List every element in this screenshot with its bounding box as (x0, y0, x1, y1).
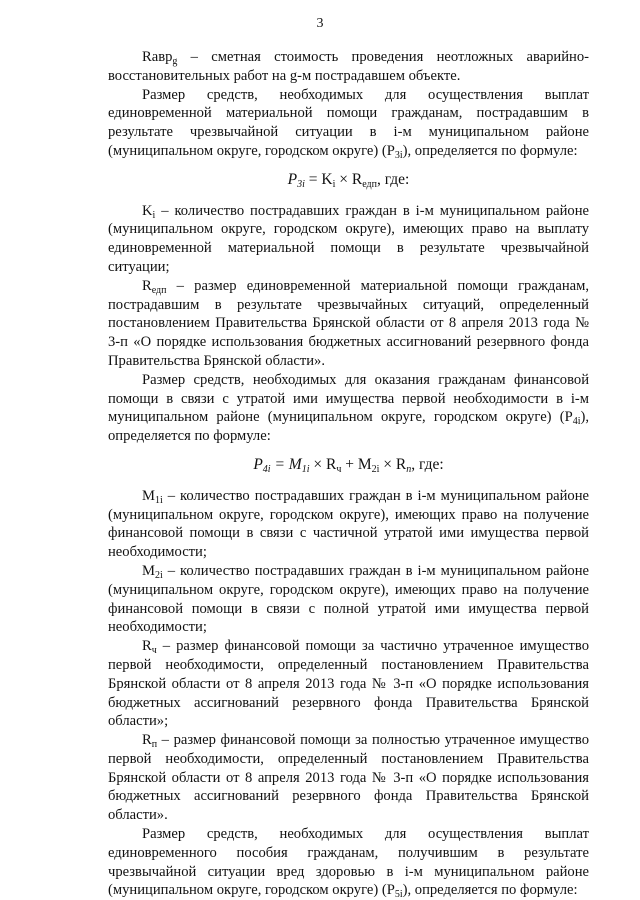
subscript: 2i (371, 463, 380, 475)
text: Размер средств, необходимых для осуществления выплат единовременного пособия гражданам, получившим в результате чрезвычайной ситуации вред здоровью в i-м муниципальном районе (муниципальном округе, городском округе) (P (108, 826, 589, 899)
subscript: п (151, 739, 158, 751)
definition-text: – размер финансовой помощи за полностью утраченное имущество первой необходимости, определенный постановлением Правительства Брянской области от 8 апреля 2013 года № 3-п «О порядке использования бюджетных ассигнований резервного фонда Правительства Брянской области». (108, 732, 589, 824)
subscript: едп (151, 284, 167, 296)
paragraph-redp (108, 277, 589, 371)
subscript: 1i (301, 463, 310, 475)
text: Размер средств, необходимых для осуществления выплат единовременной материальной помощи гражданам, пострадавшим в результате чрезвычайной ситуации в i-м муниципальном районе (муниципальном округе, городском округе) (P (108, 86, 589, 159)
formula-var: P (287, 170, 298, 188)
definition-text: – сметная стоимость проведения неотложных аварийно-восстановительных работ на g-м пострадавшем объекте. (108, 49, 589, 84)
definition-text: – количество пострадавших граждан в i-м муниципальном районе (муниципальном округе, городском округе), имеющих право на получение финансовой помощи в связи с частичной утратой ими имущества первой необходимости; (108, 487, 589, 561)
formula-part: + M (341, 455, 372, 473)
formula-part: × R (309, 455, 337, 473)
subscript: 2i (154, 569, 163, 581)
term: M (142, 562, 155, 579)
subscript: i (152, 209, 156, 221)
paragraph-p5i-intro (108, 825, 589, 900)
term: R (142, 277, 152, 294)
paragraph-ki (108, 202, 589, 277)
formula-p4i (108, 456, 589, 475)
definition-text: – количество пострадавших граждан в i-м муниципальном районе (муниципальном округе, городском округе), имеющих право на получение финансовой помощи в связи с полной утратой ими имущества первой необходимости; (108, 562, 589, 636)
paragraph-ravr (108, 48, 589, 86)
term: K (142, 202, 153, 219)
paragraph-m2i (108, 562, 589, 637)
definition-text: – размер единовременной материальной помощи гражданам, пострадавшим в результате чрезвычайных ситуаций, определенный постановлением Правительства Брянской области от 8 апреля 2013 года № 3-п «О порядке использования бюджетных ассигнований резервного фонда Правительства Брянской области». (108, 277, 589, 369)
subscript: g (172, 56, 178, 67)
paragraph-p4i-intro (108, 371, 589, 446)
subscript: п (406, 463, 412, 475)
definition-text: – количество пострадавших граждан в i-м муниципальном районе (муниципальном округе, городском округе), имеющих право на выплату единовременной материальной помощи в результате чрезвычайной ситуации; (108, 202, 589, 275)
subscript: 4i (262, 463, 271, 475)
subscript: 3i (297, 178, 305, 190)
formula-part: , где: (411, 455, 444, 473)
formula-var: P (253, 455, 263, 473)
text: Размер средств, необходимых для оказания гражданам финансовой помощи в связи с утратой ими имущества первой необходимости в i-м муниципальном районе (муниципальном округе, городском округе) (P (108, 371, 589, 426)
formula-part: × R (335, 170, 363, 188)
page-number: 3 (316, 16, 324, 31)
subscript: 5i (394, 889, 403, 900)
formula-part: = M (270, 455, 302, 473)
term: R (142, 638, 152, 655)
subscript: ч (151, 645, 157, 657)
term: M (142, 487, 155, 504)
subscript: 4i (572, 416, 581, 428)
text: ), определяется по формуле: (402, 142, 578, 159)
term-ravr: Rавр (142, 49, 173, 65)
subscript: i (332, 178, 336, 190)
formula-p3i (108, 171, 589, 190)
formula-part: = K (304, 170, 333, 188)
paragraph-rp (108, 731, 589, 825)
paragraph-p3i-intro (108, 86, 589, 161)
subscript: ч (336, 463, 342, 475)
formula-part: × R (379, 455, 407, 473)
term: R (142, 732, 152, 749)
paragraph-rch (108, 637, 589, 731)
paragraph-m1i (108, 487, 589, 562)
text: ), определяется по формуле: (108, 409, 589, 445)
definition-text: – размер финансовой помощи за частично утраченное имущество первой необходимости, определенный постановлением Правительства Брянской области от 8 апреля 2013 года № 3-п «О порядке использования бюджетных ассигнований резервного фонда Правительства Брянской области»; (108, 638, 589, 730)
text: ), определяется по формуле: (402, 882, 578, 899)
formula-part: , где: (376, 170, 410, 188)
subscript: 3i (394, 149, 403, 161)
subscript: 1i (154, 494, 163, 506)
subscript: едп (362, 178, 377, 190)
document-body (108, 48, 589, 900)
